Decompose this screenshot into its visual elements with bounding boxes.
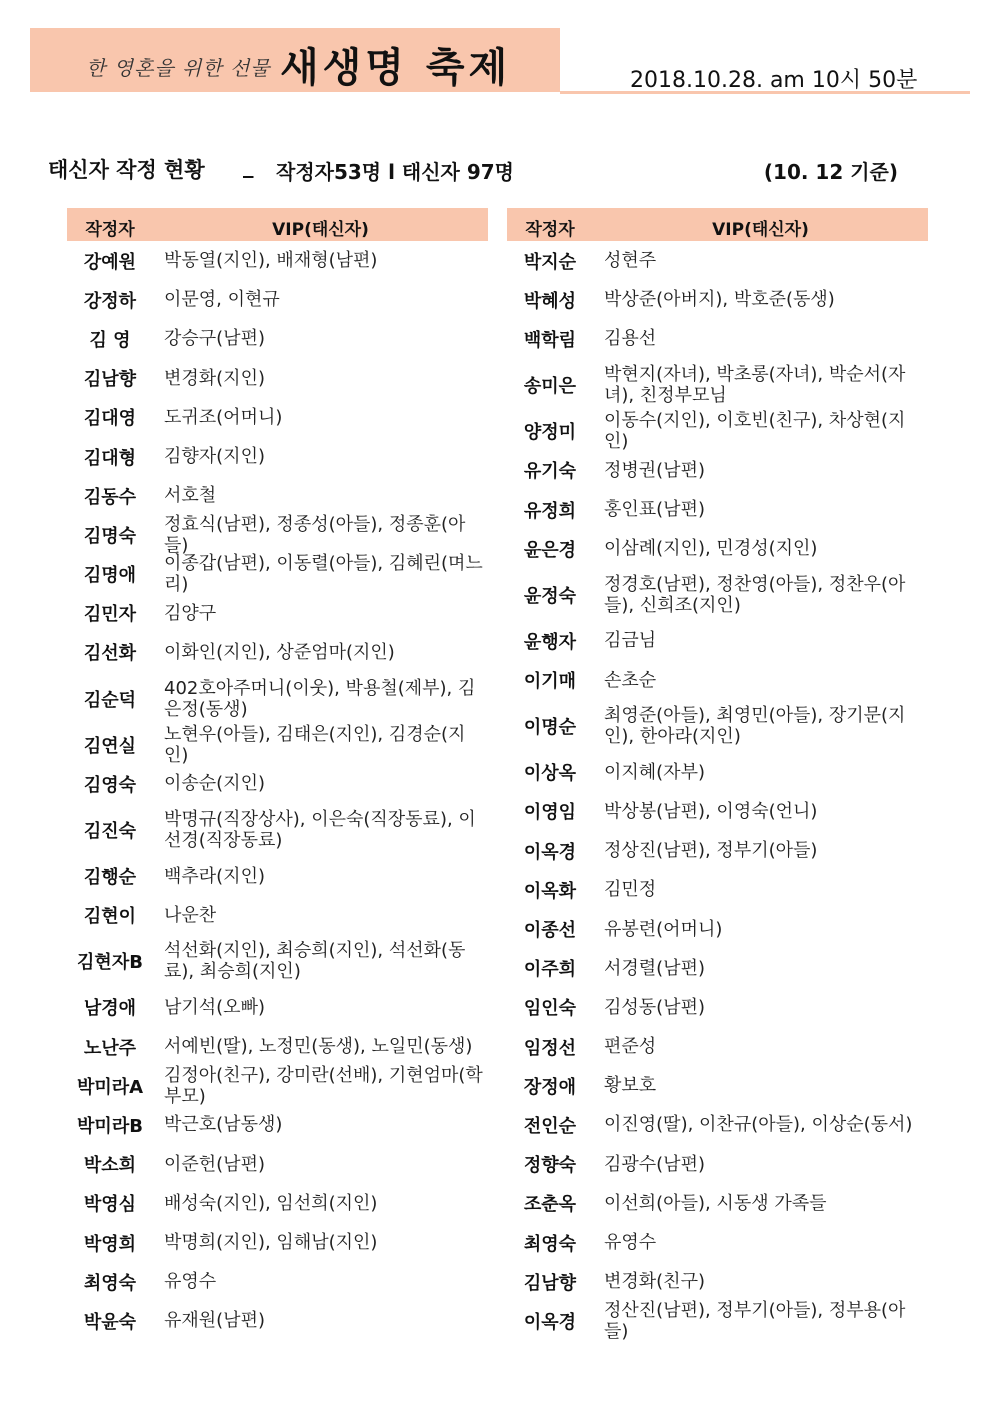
- table-row: [507, 949, 928, 988]
- table-row: [507, 661, 928, 700]
- vip-list: 손초순: [604, 669, 657, 691]
- pledger-name: 장정애: [523, 1076, 577, 1098]
- pledger-name: 박윤숙: [83, 1311, 137, 1333]
- vip-list: 이선희(아들), 시동생 가족들: [604, 1192, 827, 1214]
- table-row: [507, 870, 928, 909]
- pledger-name: 양정미: [523, 422, 577, 444]
- vip-list: 이진영(딸), 이찬규(아들), 이상순(동서): [604, 1114, 913, 1136]
- status-separator: _: [243, 154, 254, 178]
- pledger-name: 강예원: [83, 251, 137, 273]
- pledger-name: 김현이: [83, 906, 137, 928]
- vip-list: 변경화(친구): [604, 1271, 705, 1293]
- vip-list: 정경호(남편), 정찬영(아들), 정찬우(아들), 신희조(지인): [604, 573, 906, 616]
- vip-list: 김성동(남편): [604, 996, 705, 1018]
- header-vip: VIP(태신자): [272, 220, 369, 240]
- vip-list: 정병권(남편): [604, 459, 705, 481]
- vip-list: 정산진(남편), 정부기(아들), 정부용(아들): [604, 1299, 906, 1342]
- table-row: [67, 1262, 488, 1301]
- vip-list: 김광수(남편): [604, 1153, 705, 1175]
- table-row: [507, 1262, 928, 1301]
- vip-list: 정상진(남편), 정부기(아들): [604, 840, 818, 862]
- table-row: [507, 359, 928, 412]
- table-row: [507, 1301, 928, 1340]
- status-label: 태신자 작정 현황: [48, 158, 205, 182]
- vip-list: 유봉련(어머니): [604, 918, 723, 940]
- table-row: [67, 1066, 488, 1105]
- pledger-name: 이영임: [523, 802, 577, 824]
- banner-title: 새생명 축제: [280, 45, 512, 91]
- table-row: [507, 792, 928, 831]
- table-row: [67, 555, 488, 594]
- table-header: [507, 208, 928, 241]
- status-basis-date: (10. 12 기준): [763, 160, 898, 184]
- vip-list: 남기석(오빠): [164, 996, 265, 1018]
- pledger-name: 이주희: [523, 959, 577, 981]
- vip-list: 김향자(지인): [164, 446, 265, 468]
- table-row: [507, 700, 928, 753]
- pledger-name: 김선화: [83, 643, 137, 665]
- pledger-name: 박영희: [83, 1233, 137, 1255]
- pledger-name: 김행순: [83, 867, 137, 889]
- table-row: [507, 1105, 928, 1144]
- table-row: [67, 1027, 488, 1066]
- table-row: [67, 764, 488, 803]
- pledger-name: 김남향: [83, 369, 137, 391]
- pledger-name: 유기숙: [523, 461, 577, 483]
- pledger-name: 이옥화: [523, 880, 577, 902]
- vip-list: 나운찬: [164, 904, 217, 926]
- vip-list: 유영수: [164, 1271, 217, 1293]
- pledger-name: 김명숙: [83, 525, 137, 547]
- pledger-name: 김명애: [83, 565, 137, 587]
- right-table: [507, 208, 928, 1341]
- pledger-name: 이옥경: [523, 1311, 577, 1333]
- table-row: [507, 451, 928, 490]
- pledger-name: 김동수: [83, 486, 137, 508]
- banner-subtitle: 한 영혼을 위한 선물: [86, 56, 271, 80]
- pledger-name: 이종선: [523, 920, 577, 942]
- table-row: [507, 621, 928, 660]
- vip-list: 이준헌(남편): [164, 1153, 265, 1175]
- pledger-name: 박소희: [83, 1155, 137, 1177]
- pledger-name: 박지순: [523, 251, 577, 273]
- table-row: [507, 280, 928, 319]
- vip-list: 백추라(지인): [164, 865, 265, 887]
- pledger-name: 김진숙: [83, 820, 137, 842]
- pledger-name: 김순덕: [83, 689, 137, 711]
- pledger-name: 노난주: [83, 1037, 137, 1059]
- pledger-name: 김영숙: [83, 774, 137, 796]
- table-row: [67, 241, 488, 280]
- table-row: [507, 909, 928, 948]
- vip-list: 김민정: [604, 879, 657, 901]
- vip-list: 402호아주머니(이웃), 박용철(제부), 김은정(동생): [164, 677, 476, 720]
- vip-list: 서호철: [164, 485, 217, 507]
- pledger-name: 윤은경: [523, 539, 577, 561]
- vip-list: 이송순(지인): [164, 773, 265, 795]
- vip-list: 이종갑(남편), 이동렬(아들), 김혜린(며느리): [164, 553, 483, 596]
- pledger-name: 윤정숙: [523, 585, 577, 607]
- vip-list: 최영준(아들), 최영민(아들), 장기문(지인), 한아라(지인): [604, 705, 906, 748]
- vip-list: 이문영, 이현규: [164, 289, 280, 311]
- table-row: [67, 437, 488, 476]
- pledger-name: 정향숙: [523, 1155, 577, 1177]
- table-row: [67, 594, 488, 633]
- vip-list: 강승구(남편): [164, 328, 265, 350]
- vip-list: 김양구: [164, 602, 217, 624]
- pledger-name: 박영심: [83, 1194, 137, 1216]
- vip-list: 서경렬(남편): [604, 957, 705, 979]
- table-row: [67, 856, 488, 895]
- pledger-name: 김대영: [83, 408, 137, 430]
- pledger-name: 최영숙: [83, 1272, 137, 1294]
- table-row: [67, 633, 488, 672]
- table-row: [507, 1027, 928, 1066]
- table-row: [67, 988, 488, 1027]
- table-row: [507, 319, 928, 358]
- vip-list: 박근호(남동생): [164, 1114, 283, 1136]
- left-table: [67, 208, 488, 1341]
- vip-list: 유영수: [604, 1232, 657, 1254]
- table-row: [507, 568, 928, 621]
- vip-list: 배성숙(지인), 임선희(지인): [164, 1192, 378, 1214]
- pledger-name: 김남향: [523, 1272, 577, 1294]
- pledger-name: 강정하: [83, 290, 137, 312]
- pledger-name: 임인숙: [523, 998, 577, 1020]
- pledger-name: 전인순: [523, 1115, 577, 1137]
- pledger-name: 송미은: [523, 376, 577, 398]
- vip-list: 이삼례(지인), 민경성(지인): [604, 538, 818, 560]
- table-row: [67, 1184, 488, 1223]
- vip-list: 홍인표(남편): [604, 499, 705, 521]
- vip-list: 석선화(지인), 최승희(지인), 석선화(동료), 최승희(지인): [164, 940, 466, 983]
- status-line: [48, 154, 908, 186]
- table-row: [67, 280, 488, 319]
- pledger-name: 김현자B: [77, 952, 143, 974]
- pledger-name: 박미라A: [76, 1076, 144, 1098]
- table-row: [67, 935, 488, 988]
- table-row: [507, 529, 928, 568]
- table-row: [67, 476, 488, 515]
- header-vip: VIP(태신자): [712, 220, 809, 240]
- table-row: [507, 831, 928, 870]
- table-row: [507, 1145, 928, 1184]
- vip-list: 황보호: [604, 1075, 657, 1097]
- vip-list: 김용선: [604, 328, 657, 350]
- pledger-name: 유정희: [523, 500, 577, 522]
- vip-list: 정효식(남편), 정종성(아들), 정종훈(아들): [164, 513, 466, 556]
- vip-list: 편준성: [604, 1036, 657, 1058]
- vip-list: 성현주: [604, 250, 657, 272]
- table-row: [507, 490, 928, 529]
- pledger-name: 조춘옥: [523, 1194, 577, 1216]
- table-row: [67, 1145, 488, 1184]
- table-row: [507, 1223, 928, 1262]
- pledger-name: 박혜성: [523, 290, 577, 312]
- vip-list: 박명희(지인), 임해남(지인): [164, 1232, 378, 1254]
- table-row: [67, 1223, 488, 1262]
- table-header: [67, 208, 488, 241]
- vip-list: 박상봉(남편), 이영숙(언니): [604, 800, 818, 822]
- table-row: [507, 988, 928, 1027]
- pledger-name: 최영숙: [523, 1233, 577, 1255]
- pledger-name: 김민자: [83, 604, 137, 626]
- vip-list: 박현지(자녀), 박초롱(자녀), 박순서(자녀), 친정부모님: [604, 364, 906, 407]
- pledger-name: 이기매: [523, 671, 577, 693]
- table-row: [67, 725, 488, 764]
- pledger-name: 박미라B: [77, 1115, 143, 1137]
- header-name: 작정자: [525, 220, 575, 240]
- pledger-name: 이옥경: [523, 841, 577, 863]
- table-row: [67, 398, 488, 437]
- pledger-name: 김대형: [83, 447, 137, 469]
- table-row: [507, 1066, 928, 1105]
- pledger-name: 백학림: [523, 329, 577, 351]
- vip-list: 박동열(지인), 배재형(남편): [164, 250, 378, 272]
- header-name: 작정자: [85, 220, 135, 240]
- title-banner: [30, 28, 560, 92]
- pledger-name: 김 영: [89, 329, 131, 351]
- table-row: [507, 753, 928, 792]
- vip-list: 박상준(아버지), 박호준(동생): [604, 289, 835, 311]
- vip-list: 변경화(지인): [164, 367, 265, 389]
- vip-list: 박명규(직장상사), 이은숙(직장동료), 이선경(직장동료): [164, 808, 476, 851]
- right-rows: [507, 241, 928, 1341]
- table-row: [67, 672, 488, 725]
- left-rows: [67, 241, 488, 1341]
- vip-list: 도귀조(어머니): [164, 406, 283, 428]
- table-row: [67, 359, 488, 398]
- status-counts: 작정자53명 l 태신자 97명: [276, 160, 514, 184]
- pledger-name: 이명순: [523, 717, 577, 739]
- vip-list: 이동수(지인), 이호빈(친구), 차상현(지인): [604, 410, 906, 453]
- table-row: [507, 1184, 928, 1223]
- pledger-name: 임정선: [523, 1037, 577, 1059]
- vip-list: 김정아(친구), 강미란(선배), 기현엄마(학부모): [164, 1064, 483, 1107]
- vip-list: 노현우(아들), 김태은(지인), 김경순(지인): [164, 723, 466, 766]
- table-row: [67, 1301, 488, 1340]
- table-row: [67, 896, 488, 935]
- pledger-name: 남경애: [83, 998, 137, 1020]
- pledger-name: 이상옥: [523, 763, 577, 785]
- table-row: [67, 319, 488, 358]
- vip-list: 김금님: [604, 630, 657, 652]
- vip-list: 유재원(남편): [164, 1310, 265, 1332]
- table-row: [67, 803, 488, 856]
- vip-list: 이지혜(자부): [604, 761, 705, 783]
- table-row: [67, 515, 488, 554]
- table-row: [507, 241, 928, 280]
- vip-list: 서예빈(딸), 노정민(동생), 노일민(동생): [164, 1036, 473, 1058]
- vip-list: 이화인(지인), 상준엄마(지인): [164, 641, 395, 663]
- pledger-name: 김연실: [83, 735, 137, 757]
- table-row: [507, 412, 928, 451]
- event-date: 2018.10.28. am 10시 50분: [630, 68, 918, 93]
- pledger-name: 윤행자: [523, 631, 577, 653]
- table-row: [67, 1105, 488, 1144]
